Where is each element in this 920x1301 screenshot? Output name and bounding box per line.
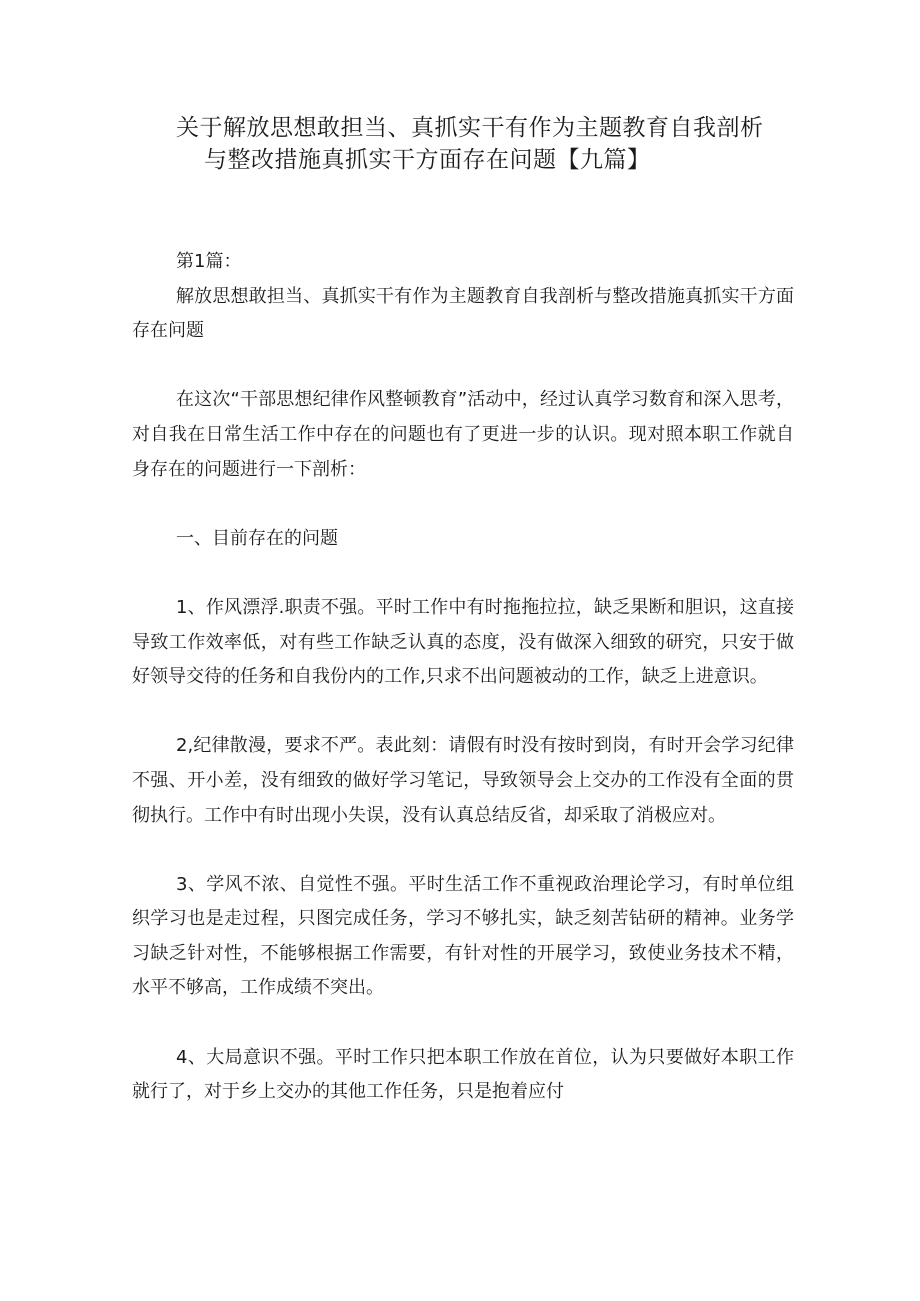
document-body [132, 245, 794, 1110]
issue-paragraph: 1、作风漂浮.职责不强。平时工作中有时拖拖拉拉，缺乏果断和胆识，这直接导致工作效率低，对有些工作缺乏认真的态度，没有做深入细致的研究，只安于做好领导交待的任务和自我份内的工作,只求不出问题被动的工作，缺乏上进意识。 [132, 596, 794, 688]
chapter-subtitle: 解放思想敢担当、真抓实干有作为主题教育自我剖析与整改措施真抓实干方面存在问题 [132, 285, 794, 342]
intro-paragraph: 在这次“干部思想纪律作风整顿教育”活动中，经过认真学习数育和深入思考，对自我在日常生活工作中存在的问题也有了更进一步的认识。现对照本职工作就自身存在的问题进行一下剖析： [132, 389, 794, 480]
issue-paragraph: 2,纪律散漫，要求不严。表此刻：请假有时没有按时到岗，有时开会学习纪律不强、开小差，没有细致的做好学习笔记，导致领导会上交办的工作没有全面的贯彻执行。工作中有时出现小失误，没有认真总结反省，却采取了消极应对。 [132, 735, 794, 826]
issue-paragraph: 4、大局意识不强。平时工作只把本职工作放在首位，认为只要做好本职工作就行了，对于乡上交办的其他工作任务，只是抱着应付 [132, 1046, 794, 1103]
title-line-1: 关于解放思想敢担当、真抓实干有作为主题教育自我剖析 [176, 115, 764, 141]
chapter-label: 第1篇： [176, 251, 242, 272]
title-line-2: 与整改措施真抓实干方面存在问题【九篇】 [204, 147, 651, 173]
issue-paragraph: 3、学风不浓、自觉性不强。平时生活工作不重视政治理论学习，有时单位组织学习也是走过程，只图完成任务，学习不够扎实，缺乏刻苦钻研的精神。业务学习缺乏针对性，不能够根据工作需要，有针对性的开展学习，致使业务技术不精，水平不够高，工作成绩不突出。 [132, 873, 794, 999]
document-title [176, 112, 796, 176]
section-heading: 一、目前存在的问题 [176, 527, 338, 549]
